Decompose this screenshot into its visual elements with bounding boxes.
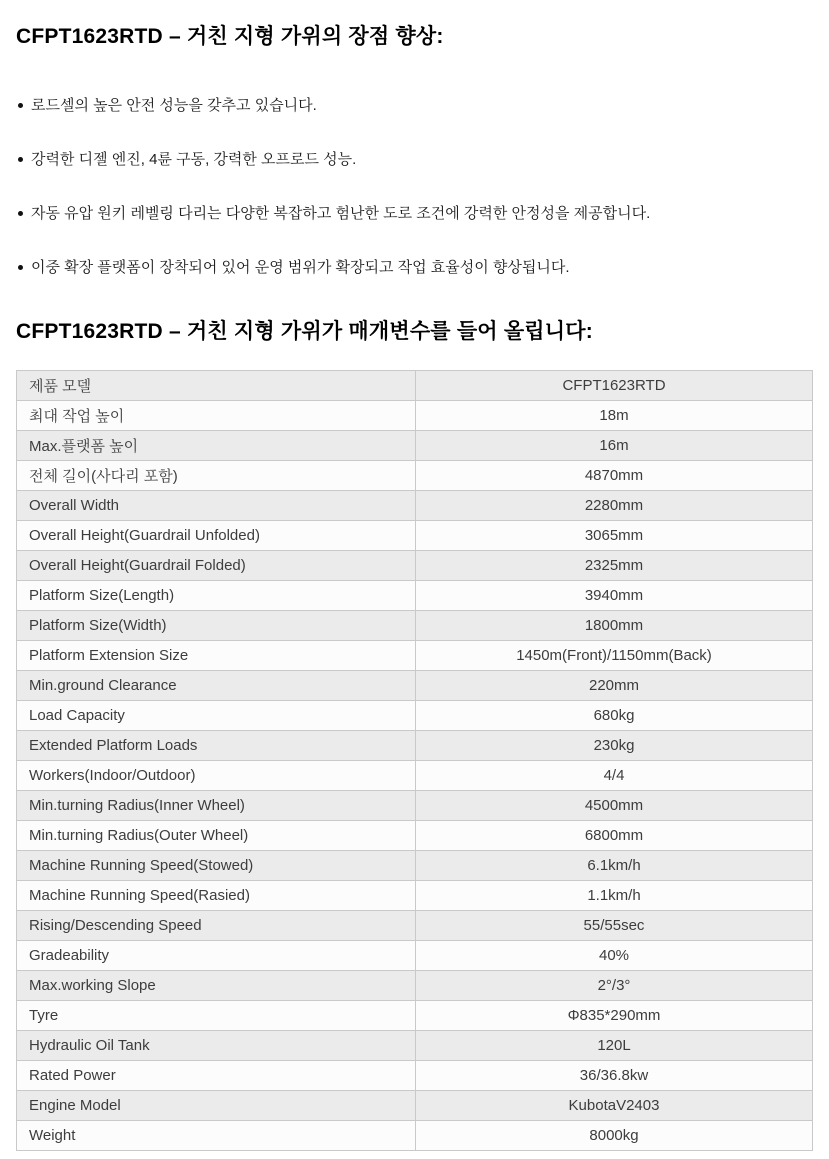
spec-value-cell: 55/55sec — [416, 911, 813, 941]
spec-value-cell: 40% — [416, 941, 813, 971]
spec-value-cell: 18m — [416, 401, 813, 431]
spec-label-cell: Hydraulic Oil Tank — [17, 1031, 416, 1061]
list-item — [16, 97, 813, 114]
spec-label-cell: Min.turning Radius(Outer Wheel) — [17, 821, 416, 851]
parameters-heading: CFPT1623RTD – 거친 지형 가위가 매개변수를 들어 올립니다: — [16, 320, 593, 344]
table-row — [17, 641, 813, 671]
spec-value-cell: 2°/3° — [416, 971, 813, 1001]
table-row — [17, 911, 813, 941]
spec-label-cell: Platform Extension Size — [17, 641, 416, 671]
table-row — [17, 731, 813, 761]
spec-label-cell: Min.turning Radius(Inner Wheel) — [17, 791, 416, 821]
bullet-text: 이중 확장 플랫폼이 장착되어 있어 운영 범위가 확장되고 작업 효율성이 향상됩니다. — [31, 259, 570, 277]
table-row — [17, 1001, 813, 1031]
spec-label-cell: Machine Running Speed(Rasied) — [17, 881, 416, 911]
spec-label-cell: Max.working Slope — [17, 971, 416, 1001]
spec-value-cell: 8000kg — [416, 1121, 813, 1151]
table-row — [17, 611, 813, 641]
table-row — [17, 401, 813, 431]
list-item — [16, 205, 813, 222]
spec-label-cell: Weight — [17, 1121, 416, 1151]
spec-value-cell: 4/4 — [416, 761, 813, 791]
spec-value-cell: 4500mm — [416, 791, 813, 821]
bullet-icon — [18, 265, 23, 270]
bullet-icon — [18, 103, 23, 108]
table-row — [17, 941, 813, 971]
table-row — [17, 1091, 813, 1121]
spec-value-cell: 120L — [416, 1031, 813, 1061]
table-row — [17, 521, 813, 551]
spec-label-cell: Workers(Indoor/Outdoor) — [17, 761, 416, 791]
table-row — [17, 671, 813, 701]
spec-value-cell: 3940mm — [416, 581, 813, 611]
spec-value-cell: 2280mm — [416, 491, 813, 521]
bullet-icon — [18, 157, 23, 162]
list-item — [16, 259, 813, 276]
table-row — [17, 491, 813, 521]
advantages-list — [16, 97, 813, 276]
spec-value-cell: KubotaV2403 — [416, 1091, 813, 1121]
spec-label-cell: Rated Power — [17, 1061, 416, 1091]
spec-value-cell: 3065mm — [416, 521, 813, 551]
bullet-text: 로드셀의 높은 안전 성능을 갖추고 있습니다. — [31, 97, 317, 115]
table-row — [17, 851, 813, 881]
spec-label-cell: Machine Running Speed(Stowed) — [17, 851, 416, 881]
spec-label-cell: 제품 모델 — [17, 371, 416, 401]
spec-label-cell: Overall Width — [17, 491, 416, 521]
table-row — [17, 371, 813, 401]
table-row — [17, 1031, 813, 1061]
spec-value-cell: 2325mm — [416, 551, 813, 581]
spec-value-cell: 36/36.8kw — [416, 1061, 813, 1091]
spec-label-cell: Max.플랫폼 높이 — [17, 431, 416, 461]
spec-label-cell: Overall Height(Guardrail Unfolded) — [17, 521, 416, 551]
spec-value-cell: CFPT1623RTD — [416, 371, 813, 401]
spec-value-cell: 1800mm — [416, 611, 813, 641]
spec-label-cell: Engine Model — [17, 1091, 416, 1121]
spec-value-cell: 6800mm — [416, 821, 813, 851]
advantages-heading: CFPT1623RTD – 거친 지형 가위의 장점 향상: — [16, 25, 444, 48]
spec-label-cell: Rising/Descending Speed — [17, 911, 416, 941]
spec-label-cell: Load Capacity — [17, 701, 416, 731]
table-row — [17, 461, 813, 491]
spec-label-cell: Tyre — [17, 1001, 416, 1031]
bullet-text: 강력한 디젤 엔진, 4륜 구동, 강력한 오프로드 성능. — [31, 151, 357, 169]
spec-label-cell: Platform Size(Length) — [17, 581, 416, 611]
table-row — [17, 1061, 813, 1091]
table-row — [17, 581, 813, 611]
spec-value-cell: 680kg — [416, 701, 813, 731]
bullet-icon — [18, 211, 23, 216]
spec-label-cell: Min.ground Clearance — [17, 671, 416, 701]
spec-value-cell: 6.1km/h — [416, 851, 813, 881]
spec-value-cell: 230kg — [416, 731, 813, 761]
table-row — [17, 701, 813, 731]
spec-label-cell: 최대 작업 높이 — [17, 401, 416, 431]
spec-table — [16, 370, 813, 1151]
table-row — [17, 791, 813, 821]
spec-value-cell: 4870mm — [416, 461, 813, 491]
list-item — [16, 151, 813, 168]
table-row — [17, 1121, 813, 1151]
spec-value-cell: 1.1km/h — [416, 881, 813, 911]
spec-value-cell: Φ835*290mm — [416, 1001, 813, 1031]
spec-table-body — [17, 371, 813, 1151]
spec-label-cell: Platform Size(Width) — [17, 611, 416, 641]
spec-label-cell: Gradeability — [17, 941, 416, 971]
spec-label-cell: 전체 길이(사다리 포함) — [17, 461, 416, 491]
spec-label-cell: Overall Height(Guardrail Folded) — [17, 551, 416, 581]
table-row — [17, 881, 813, 911]
spec-value-cell: 1450m(Front)/1150mm(Back) — [416, 641, 813, 671]
bullet-text: 자동 유압 원키 레벨링 다리는 다양한 복잡하고 험난한 도로 조건에 강력한 안정성을 제공합니다. — [31, 205, 651, 223]
spec-value-cell: 16m — [416, 431, 813, 461]
table-row — [17, 971, 813, 1001]
table-row — [17, 821, 813, 851]
spec-label-cell: Extended Platform Loads — [17, 731, 416, 761]
spec-value-cell: 220mm — [416, 671, 813, 701]
table-row — [17, 761, 813, 791]
table-row — [17, 551, 813, 581]
table-row — [17, 431, 813, 461]
